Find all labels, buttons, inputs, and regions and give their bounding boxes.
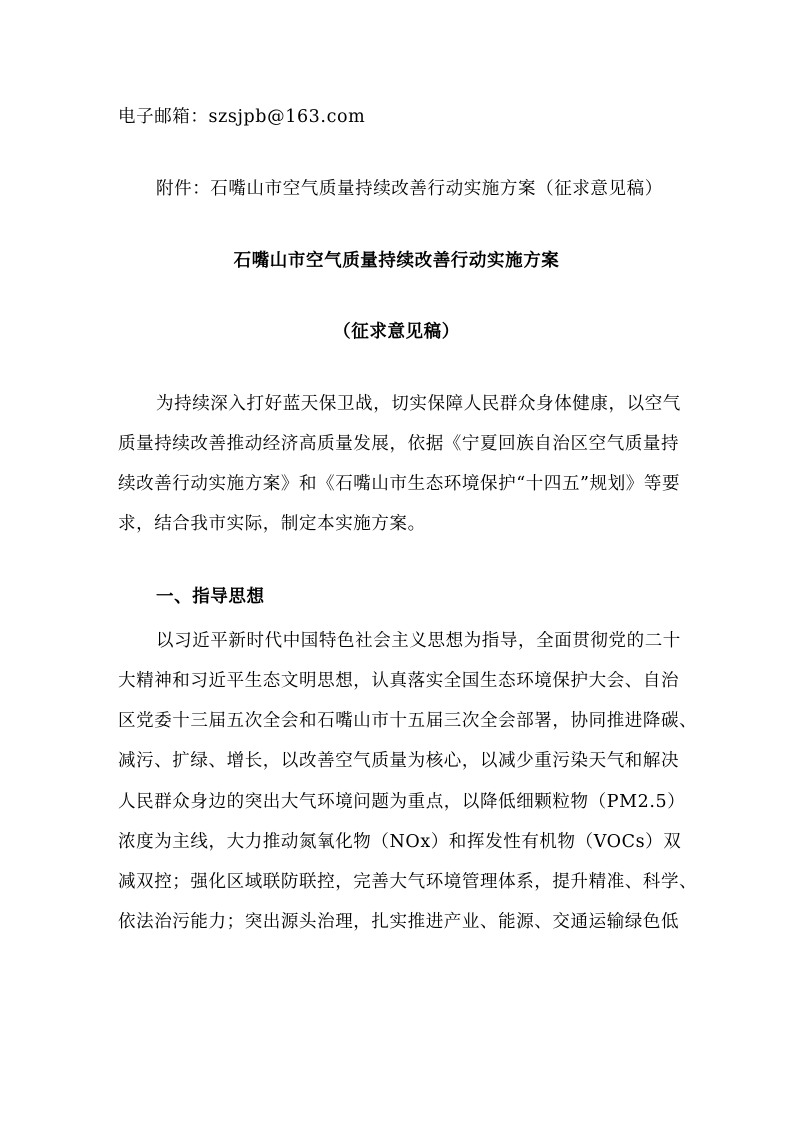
- section-line: 区党委十三届五次全会和石嘴山市十五届三次全会部署，协同推进降碳、: [118, 711, 698, 731]
- section-line: 依法治污能力；突出源头治理，扎实推进产业、能源、交通运输绿色低: [118, 912, 680, 932]
- section-line: 减双控；强化区域联防联控，完善大气环境管理体系，提升精准、科学、: [118, 872, 698, 892]
- section-line: 浓度为主线，大力推动氮氧化物（NOx）和挥发性有机物（VOCs）双: [118, 832, 682, 852]
- document-subtitle: （征求意见稿）: [333, 322, 460, 342]
- section-line: 大精神和习近平生态文明思想，认真落实全国生态环境保护大会、自治: [118, 671, 680, 691]
- email-line: 电子邮箱：szsjpb@163.com: [118, 107, 366, 127]
- section-line: 以习近平新时代中国特色社会主义思想为指导，全面贯彻党的二十: [156, 631, 681, 651]
- document-title: 石嘴山市空气质量持续改善行动实施方案: [233, 251, 560, 271]
- intro-line: 续改善行动实施方案》和《石嘴山市生态环境保护“十四五”规划》等要: [118, 474, 681, 494]
- intro-line: 为持续深入打好蓝天保卫战，切实保障人民群众身体健康，以空气: [156, 394, 681, 414]
- intro-line: 求，结合我市实际，制定本实施方案。: [118, 514, 426, 534]
- intro-line: 质量持续改善推动经济高质量发展，依据《宁夏回族自治区空气质量持: [118, 434, 680, 454]
- section-line: 减污、扩绿、增长，以改善空气质量为核心，以减少重污染天气和解决: [118, 751, 680, 771]
- section-heading: 一、指导思想: [156, 587, 265, 607]
- section-line: 人民群众身边的突出大气环境问题为重点，以降低细颗粒物（PM2.5）: [118, 792, 686, 812]
- attachment-line: 附件：石嘴山市空气质量持续改善行动实施方案（征求意见稿）: [156, 179, 663, 199]
